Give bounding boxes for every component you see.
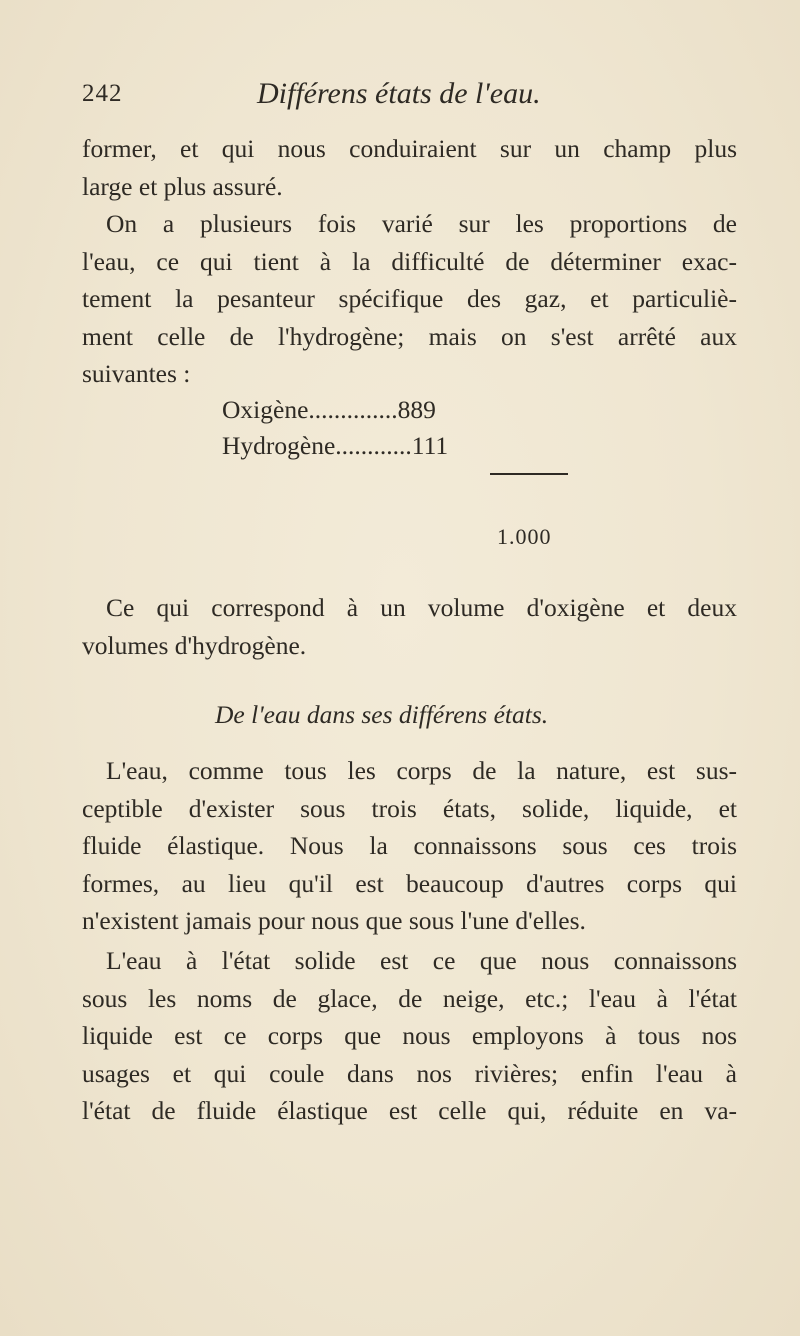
text-line: ment celle de l'hydrogène; mais on s'est arrêté aux <box>82 321 737 351</box>
text-line: former, et qui nous conduiraient sur un champ plus <box>82 134 737 163</box>
text-line: L'eau, comme tous les corps de la nature, est sus- <box>106 756 737 785</box>
text-line: ceptible d'exister sous trois états, solide, liquide, et <box>82 793 737 823</box>
row-label: Oxigène <box>222 395 309 424</box>
row-value: 889 <box>397 395 436 424</box>
paragraph-3 <box>82 589 737 664</box>
text-line: l'état de fluide élastique est celle qui, réduite en va- <box>82 1096 737 1125</box>
text-line: n'existent jamais pour nous que sous l'une d'elles. <box>82 906 586 935</box>
row-leader: .............. <box>308 395 398 424</box>
section-title: De l'eau dans ses différens états. <box>215 700 549 729</box>
text-line: l'eau, ce qui tient à la difficulté de déterminer exac- <box>82 246 737 276</box>
sum-rule <box>490 473 568 475</box>
text-line: L'eau à l'état solide est ce que nous connaissons <box>106 946 737 975</box>
text-line: On a plusieurs fois varié sur les proportions de <box>106 209 737 238</box>
text-line: volumes d'hydrogène. <box>82 630 307 660</box>
text-line: formes, au lieu qu'il est beaucoup d'autres corps qui <box>82 868 737 898</box>
paragraph-2 <box>82 205 737 393</box>
running-title: Différens états de l'eau. <box>257 77 541 110</box>
text-line: tement la pesanteur spécifique des gaz, et particuliè- <box>82 284 737 313</box>
text-line: Ce qui correspond à un volume d'oxigène et deux <box>106 593 737 622</box>
text-line: sous les noms de glace, de neige, etc.; l'eau à l'état <box>82 983 737 1013</box>
text-line: usages et qui coule dans nos rivières; enfin l'eau à <box>82 1058 737 1088</box>
text-line: fluide élastique. Nous la connaissons sous ces trois <box>82 831 737 860</box>
table-row-oxigene <box>222 392 582 428</box>
proportions-table <box>222 392 582 549</box>
paragraph-4 <box>82 752 737 940</box>
table-row-hydrogene <box>222 428 582 464</box>
paragraph-5 <box>82 942 737 1130</box>
paragraph-1 <box>82 130 737 205</box>
page-header <box>82 77 732 116</box>
text-line: suivantes : <box>82 359 191 388</box>
page-number: 242 <box>82 80 123 107</box>
text-line: large et plus assuré. <box>82 171 283 201</box>
row-value: 111 <box>411 431 449 460</box>
table-total: 1.000 <box>497 524 552 549</box>
row-leader: ............ <box>335 431 412 460</box>
row-label: Hydrogène <box>222 431 336 460</box>
text-line: liquide est ce corps que nous employons à tous nos <box>82 1021 737 1050</box>
